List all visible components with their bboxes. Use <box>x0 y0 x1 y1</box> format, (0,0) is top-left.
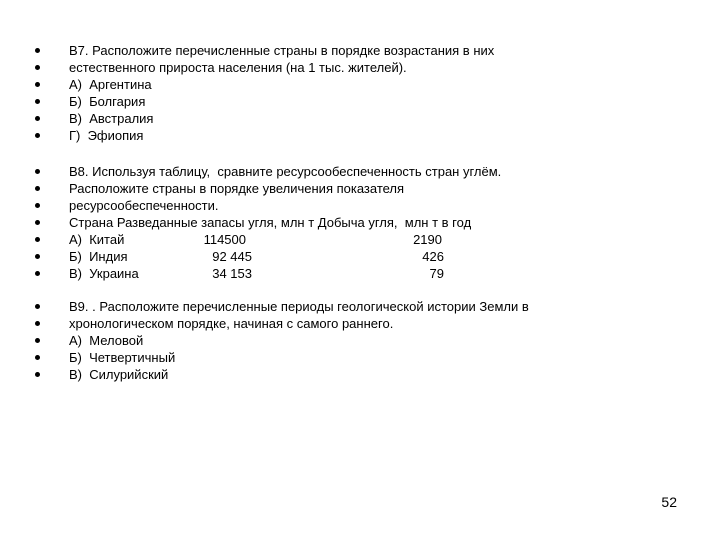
bullet <box>35 133 40 138</box>
b8-row-production: 2190 <box>413 232 442 247</box>
bullet <box>35 271 40 276</box>
b9-line-1: В9. . Расположите перечисленные периоды геологической истории Земли в <box>69 299 529 314</box>
b9-option-v: В) Силурийский <box>69 367 169 382</box>
b8-row-reserves: 114500 <box>203 232 246 247</box>
bullet <box>35 48 40 53</box>
bullet <box>35 99 40 104</box>
b8-row-reserves: 92 445 <box>212 249 252 264</box>
b8-row-production: 79 <box>429 266 444 281</box>
b8-row-reserves: 34 153 <box>212 266 252 281</box>
b8-row-production: 426 <box>422 249 444 264</box>
b7-option-a: А) Аргентина <box>69 77 152 92</box>
bullet <box>35 186 40 191</box>
bullet <box>35 338 40 343</box>
bullet <box>35 321 40 326</box>
bullet <box>35 203 40 208</box>
b8-line-2: Расположите страны в порядке увеличения показателя <box>69 181 405 196</box>
b7-option-b: Б) Болгария <box>69 94 146 109</box>
bullet <box>35 254 40 259</box>
b8-line-3: ресурсообеспеченности. <box>69 198 219 213</box>
b9-option-a: А) Меловой <box>69 333 144 348</box>
page-number: 52 <box>661 494 677 510</box>
b8-row-country: А) Китай <box>69 232 125 247</box>
bullet <box>35 304 40 309</box>
b8-line-1: В8. Используя таблицу, сравните ресурсообеспеченность стран углём. <box>69 164 502 179</box>
bullet <box>35 82 40 87</box>
b7-option-g: Г) Эфиопия <box>69 128 144 143</box>
bullet <box>35 65 40 70</box>
bullet <box>35 237 40 242</box>
b8-table-header: Страна Разведанные запасы угля, млн т Добыча угля, млн т в год <box>69 215 472 230</box>
bullet <box>35 116 40 121</box>
b7-line-1: В7. Расположите перечисленные страны в порядке возрастания в них <box>69 43 495 58</box>
bullet <box>35 355 40 360</box>
b9-option-b: Б) Четвертичный <box>69 350 176 365</box>
b9-line-2: хронологическом порядке, начиная с самого раннего. <box>69 316 394 331</box>
b8-row-country: В) Украина <box>69 266 139 281</box>
bullet <box>35 220 40 225</box>
b7-option-v: В) Австралия <box>69 111 154 126</box>
bullet <box>35 372 40 377</box>
b8-row-country: Б) Индия <box>69 249 128 264</box>
bullet <box>35 169 40 174</box>
b7-line-2: естественного прироста населения (на 1 тыс. жителей). <box>69 60 407 75</box>
